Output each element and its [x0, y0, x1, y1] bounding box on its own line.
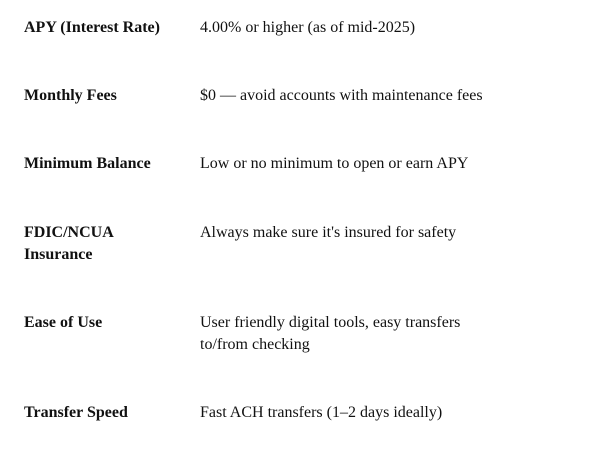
features-table: [24, 17, 584, 442]
row-label: FDIC/NCUA Insurance: [24, 224, 113, 263]
row-label: Minimum Balance: [24, 155, 151, 172]
table-row: [24, 85, 584, 153]
row-label: Monthly Fees: [24, 87, 117, 104]
row-label: APY (Interest Rate): [24, 19, 160, 36]
row-value: User friendly digital tools, easy transfers to/from checking: [200, 314, 461, 353]
row-value: $0 — avoid accounts with maintenance fees: [200, 87, 483, 104]
table-row: [24, 153, 584, 222]
table-row: [24, 402, 584, 442]
table-row: [24, 17, 584, 85]
row-value: Low or no minimum to open or earn APY: [200, 155, 469, 172]
row-label: Ease of Use: [24, 314, 103, 331]
row-value: 4.00% or higher (as of mid-2025): [200, 19, 416, 36]
table-row: [24, 312, 584, 402]
row-value: Always make sure it's insured for safety: [200, 224, 457, 241]
table-row: [24, 222, 584, 312]
row-value: Fast ACH transfers (1–2 days ideally): [200, 404, 443, 421]
row-label: Transfer Speed: [24, 404, 128, 421]
